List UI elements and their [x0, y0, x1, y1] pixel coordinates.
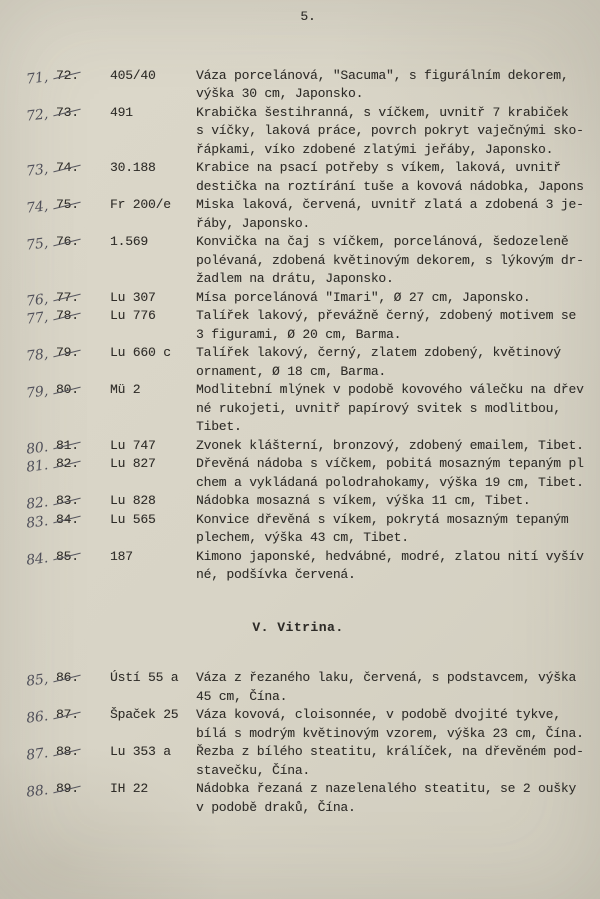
handwritten-number: 78, — [25, 346, 49, 365]
entry-row — [26, 780, 590, 817]
handwritten-number: 75, — [25, 235, 49, 254]
catalog-number: IH 22 — [110, 781, 149, 796]
entry-row — [26, 511, 590, 548]
handwritten-number: 82. — [25, 494, 49, 513]
entry-row — [26, 67, 590, 104]
description-line: bílá s modrým květinovým vzorem, výška 23 cm, Čína. — [196, 725, 584, 741]
description-line: Tibet. — [196, 419, 242, 434]
catalog-number: Lu 565 — [110, 511, 156, 527]
catalog-number: Mü 2 — [110, 382, 141, 397]
entry-row — [26, 196, 590, 233]
typed-number: 79. — [56, 344, 79, 363]
typed-number: 88. — [56, 743, 79, 762]
description-line: v podobě draků, Čína. — [196, 799, 356, 815]
entry-description — [196, 344, 590, 381]
description-line: Nádobka řezaná z nazelenalého steatitu, se 2 oušky — [196, 781, 577, 796]
description-line: s víčky, laková práce, povrch pokryt vaječnými sko- — [196, 123, 584, 138]
catalog-number: Lu 747 — [110, 437, 156, 453]
catalog-number: 1.569 — [110, 234, 149, 249]
description-line: výška 30 cm, Japonsko. — [196, 86, 364, 101]
description-line: Mísa porcelánová "Imari", Ø 27 cm, Japonsko. — [196, 289, 531, 305]
inventory-list — [26, 67, 590, 818]
entry-description — [196, 669, 590, 706]
entry-row — [26, 307, 590, 344]
entry-row — [26, 669, 590, 706]
description-line: Váza porcelánová, "Sacuma", s figurálním dekorem, — [196, 67, 569, 83]
catalog-number: Lu 776 — [110, 308, 156, 323]
description-line: né, podšívka červená. — [196, 567, 356, 582]
typed-number: 82. — [56, 455, 79, 474]
entry-description — [196, 548, 590, 585]
entry-row — [26, 381, 590, 437]
description-line: Konvice dřevěná s víkem, pokrytá mosazným tepaným — [196, 511, 569, 527]
catalog-number: 187 — [110, 548, 133, 564]
entry-row — [26, 159, 590, 196]
entry-row — [26, 492, 590, 511]
description-line: Krabička šestihranná, s víčkem, uvnitř 7 krabiček — [196, 104, 569, 120]
entry-description — [196, 196, 590, 233]
description-line: Miska laková, červená, uvnitř zlatá a zdobená 3 je- — [196, 197, 584, 212]
catalog-number: Lu 827 — [110, 456, 156, 471]
catalog-number: Fr 200/e — [110, 197, 171, 212]
typed-number: 72. — [56, 67, 79, 86]
typed-number: 75. — [56, 196, 79, 215]
description-line: Konvička na čaj s víčkem, porcelánová, šedozeleně — [196, 234, 569, 249]
description-line: řáby, Japonsko. — [196, 215, 311, 231]
typed-number: 86. — [56, 669, 79, 688]
entry-description — [196, 511, 590, 548]
description-line: 3 figurami, Ø 20 cm, Barma. — [196, 326, 402, 342]
entry-description — [196, 455, 590, 492]
description-line: Váza z řezaného laku, červená, s podstavcem, výška — [196, 670, 577, 685]
typed-number: 80. — [56, 381, 79, 400]
entry-description — [196, 492, 590, 511]
description-line: Řezba z bílého steatitu, králíček, na dřevěném pod- — [196, 744, 584, 759]
entry-description — [196, 159, 590, 196]
entry-row — [26, 548, 590, 585]
entry-description — [196, 743, 590, 780]
description-line: chem a vykládaná polodrahokamy, výška 19 cm, Tibet. — [196, 474, 584, 490]
handwritten-number: 74, — [25, 198, 49, 217]
handwritten-number: 79, — [25, 383, 49, 402]
handwritten-number: 81. — [25, 457, 49, 476]
description-line: polévaná, zdobená květinovým dekorem, s lýkovým dr- — [196, 252, 584, 268]
entry-description — [196, 67, 590, 104]
catalog-number: 491 — [110, 104, 133, 120]
description-line: plechem, výška 43 cm, Tibet. — [196, 530, 409, 545]
description-line: Dřevěná nádoba s víčkem, pobitá mosazným tepaným pl — [196, 456, 584, 471]
description-line: Talířek lakový, černý, zlatem zdobený, květinový — [196, 345, 561, 360]
entry-description — [196, 104, 590, 160]
description-line: destička na roztírání tuše a kovová nádobka, Japons — [196, 178, 584, 194]
description-line: Krabice na psací potřeby s víkem, laková, uvnitř — [196, 160, 561, 175]
handwritten-number: 87. — [25, 745, 49, 764]
entry-row — [26, 455, 590, 492]
entry-description — [196, 307, 590, 344]
typed-number: 76. — [56, 233, 79, 252]
description-line: 45 cm, Čína. — [196, 688, 288, 704]
description-line: Modlitební mlýnek v podobě kovového válečku na dřev — [196, 382, 584, 397]
description-line: Váza kovová, cloisonnée, v podobě dvojité tykve, — [196, 707, 561, 722]
handwritten-number: 88. — [25, 782, 49, 801]
handwritten-number: 85, — [25, 671, 49, 690]
typed-number: 74. — [56, 159, 79, 178]
catalog-number: Lu 307 — [110, 289, 156, 305]
typed-number: 73. — [56, 104, 79, 123]
handwritten-number: 86. — [25, 708, 49, 727]
typed-number: 87. — [56, 706, 79, 725]
description-line: né rukojeti, uvnitř papírový svitek s modlitbou, — [196, 400, 561, 416]
catalog-number: 30.188 — [110, 160, 156, 175]
entry-row — [26, 743, 590, 780]
handwritten-number: 83. — [25, 512, 49, 532]
description-line: ornament, Ø 18 cm, Barma. — [196, 363, 387, 379]
entry-description — [196, 437, 590, 456]
entry-description — [196, 289, 590, 308]
section-heading: V. Vitrina. — [252, 619, 344, 635]
catalog-number: Lu 353 a — [110, 744, 171, 759]
typed-number: 85. — [56, 548, 79, 567]
catalog-number: Špaček 25 — [110, 707, 179, 722]
catalog-number: Ústí 55 a — [110, 670, 179, 685]
handwritten-number: 71, — [25, 68, 49, 88]
description-line: Kimono japonské, hedvábné, modré, zlatou nití vyšív — [196, 548, 584, 564]
catalog-number: Lu 828 — [110, 493, 156, 508]
typed-number: 78. — [56, 307, 79, 326]
handwritten-number: 72, — [25, 105, 49, 125]
typed-number: 77. — [56, 289, 79, 308]
description-line: Zvonek klášterní, bronzový, zdobený emailem, Tibet. — [196, 437, 584, 453]
entry-row — [26, 437, 590, 456]
entry-description — [196, 706, 590, 743]
typed-number: 81. — [56, 437, 79, 456]
typed-number: 83. — [56, 492, 79, 511]
handwritten-number: 84. — [25, 549, 49, 569]
entry-row — [26, 289, 590, 308]
entry-row — [26, 233, 590, 289]
handwritten-number: 73, — [25, 161, 49, 180]
handwritten-number: 77, — [25, 309, 49, 328]
handwritten-number: 80. — [25, 438, 49, 458]
description-line: žadlem na drátu, Japonsko. — [196, 271, 394, 286]
catalog-number: Lu 660 c — [110, 345, 171, 360]
entry-row — [26, 344, 590, 381]
description-line: stavečku, Čína. — [196, 762, 311, 778]
entry-description — [196, 233, 590, 289]
typed-number: 84. — [56, 511, 79, 530]
handwritten-number: 76, — [25, 290, 49, 310]
description-line: Talířek lakový, převážně černý, zdobený motivem se — [196, 308, 577, 323]
description-line: řápkami, víko zdobené zlatými jeřáby, Japonsko. — [196, 141, 554, 157]
catalog-number: 405/40 — [110, 67, 156, 83]
entry-description — [196, 381, 590, 437]
entry-description — [196, 780, 590, 817]
entry-row — [26, 706, 590, 743]
entry-row — [26, 104, 590, 160]
page-number: 5. — [300, 9, 316, 24]
typed-number: 89. — [56, 780, 79, 799]
description-line: Nádobka mosazná s víkem, výška 11 cm, Tibet. — [196, 493, 531, 508]
